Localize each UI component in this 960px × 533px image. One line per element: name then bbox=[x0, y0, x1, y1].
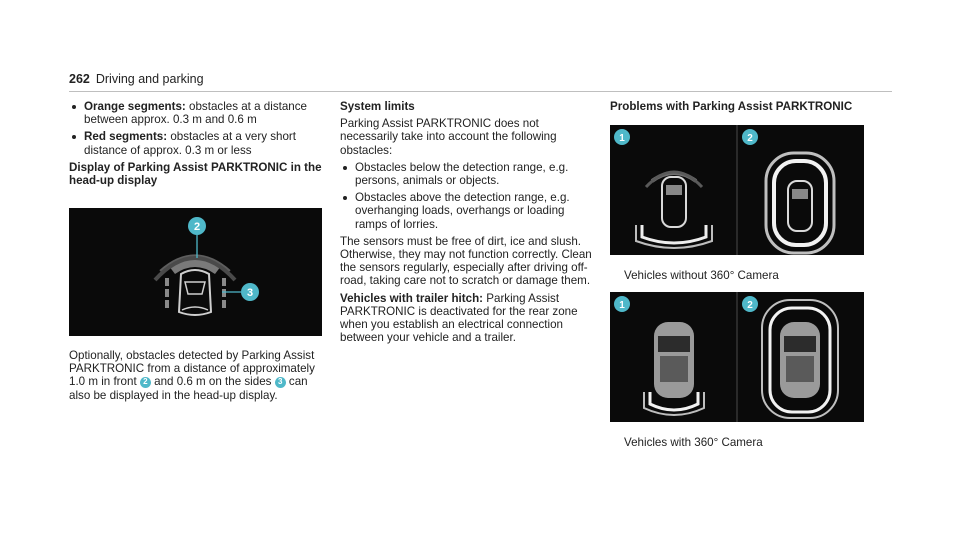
obstacle-list bbox=[340, 161, 592, 231]
system-limits-intro: Parking Assist PARKTRONIC does not necessarily take into account the following obstacles: bbox=[340, 117, 557, 157]
car-with-segments bbox=[636, 172, 712, 248]
problems-heading: Problems with Parking Assist PARKTRONIC bbox=[610, 100, 853, 113]
right-column bbox=[610, 100, 880, 117]
page-header bbox=[69, 72, 204, 86]
header-rule bbox=[69, 91, 892, 92]
left-column bbox=[69, 100, 324, 191]
callout-badge: 3 bbox=[275, 377, 286, 388]
callout-badge bbox=[742, 129, 758, 145]
callout-badge bbox=[188, 217, 206, 235]
svg-text:3: 3 bbox=[246, 287, 254, 299]
callout-badge bbox=[742, 296, 758, 312]
car-topview bbox=[644, 322, 704, 415]
panel1-caption: Vehicles without 360° Camera bbox=[624, 269, 779, 282]
sensors-paragraph: The sensors must be free of dirt, ice and slush. Otherwise, they may not function correctly. Clean the sensors regularly, especially after driving off-road, taking care not to scratch or damage them. bbox=[340, 234, 592, 288]
callout-badge bbox=[614, 129, 630, 145]
segment-list bbox=[69, 100, 324, 157]
car-topview bbox=[762, 300, 838, 418]
svg-text:2: 2 bbox=[747, 133, 753, 144]
svg-text:1: 1 bbox=[619, 300, 625, 311]
system-limits-heading: System limits bbox=[340, 100, 415, 113]
panel2-caption: Vehicles with 360° Camera bbox=[624, 436, 763, 449]
hud-image bbox=[69, 208, 322, 336]
list-item: Obstacles below the detection range, e.g. persons, animals or objects. bbox=[340, 161, 592, 187]
middle-column bbox=[340, 100, 592, 348]
panel-with-camera bbox=[610, 292, 864, 422]
hud-front-segments bbox=[155, 257, 235, 280]
hud-paragraph: Optionally, obstacles detected by Parking Assist PARKTRONIC from a distance of approximately 1.0 m in front 2 and 0.6 m on the sides 3 can also be displayed in the head-up display. bbox=[69, 349, 315, 402]
list-item: Orange segments: obstacles at a distance between approx. 0.3 m and 0.6 m bbox=[69, 100, 324, 126]
section-title: Driving and parking bbox=[95, 72, 204, 86]
list-item: Obstacles above the detection range, e.g. overhanging loads, overhangs or loading ramps of lorries. bbox=[340, 191, 592, 231]
callout-badge: 2 bbox=[140, 377, 151, 388]
trailer-paragraph: Vehicles with trailer hitch: Parking Assist PARKTRONIC is deactivated for the rear zone when you establish an electrical connection between your vehicle and a trailer. bbox=[340, 291, 578, 345]
list-item: Red segments: obstacles at a very short distance of approx. 0.3 m or less bbox=[69, 130, 324, 156]
car-with-segments bbox=[766, 153, 834, 253]
svg-text:1: 1 bbox=[619, 133, 625, 144]
svg-text:2: 2 bbox=[193, 221, 201, 233]
callout-badge bbox=[241, 283, 259, 301]
callout-badge bbox=[614, 296, 630, 312]
hud-heading: Display of Parking Assist PARKTRONIC in the head-up display bbox=[69, 160, 322, 188]
car-icon bbox=[179, 270, 211, 315]
page-number: 262 bbox=[69, 72, 90, 86]
svg-text:2: 2 bbox=[747, 300, 753, 311]
panel-without-camera bbox=[610, 125, 864, 255]
